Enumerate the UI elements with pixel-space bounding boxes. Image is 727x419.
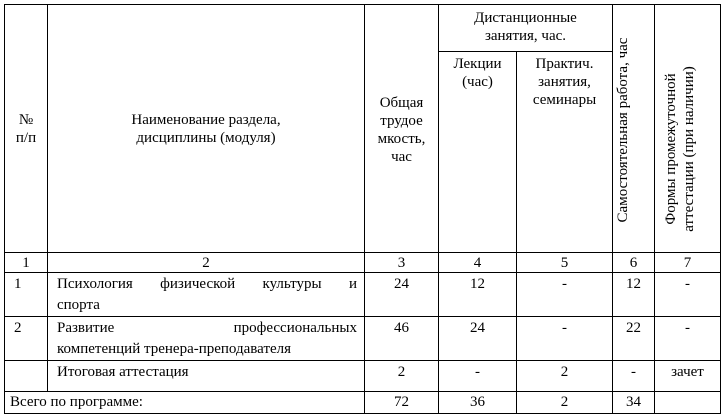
vline-5 bbox=[612, 4, 613, 413]
header-total-l1: Общая bbox=[379, 95, 424, 111]
header-form-l1: Формы промежуточной bbox=[663, 73, 679, 225]
row2-self: 22 bbox=[626, 320, 641, 336]
total-practice: 2 bbox=[560, 394, 569, 410]
row3-name: Итоговая аттестация bbox=[57, 364, 189, 380]
total-lectures: 36 bbox=[470, 394, 485, 410]
row2-num: 2 bbox=[14, 320, 22, 336]
header-total-l4: час bbox=[391, 149, 412, 165]
row1-num: 1 bbox=[14, 276, 22, 292]
row2-name-l2: компетенций тренера-преподавателя bbox=[57, 341, 292, 357]
header-total bbox=[365, 70, 438, 190]
colnum-6: 6 bbox=[629, 254, 638, 271]
row1-practice: - bbox=[562, 276, 567, 292]
row1-total: 24 bbox=[394, 276, 409, 292]
header-total-l3: мкость, bbox=[377, 131, 426, 147]
header-form-l2: аттестации (при наличии) bbox=[681, 66, 697, 232]
header-form bbox=[662, 39, 702, 259]
row1-self: 12 bbox=[626, 276, 641, 292]
row2-name-l1: Развитие профессиональных bbox=[57, 320, 357, 336]
row1-name-l2: спорта bbox=[57, 297, 100, 313]
colnum-2: 2 bbox=[202, 254, 210, 271]
colnum-1: 1 bbox=[22, 254, 30, 271]
header-lectures-l2: (час) bbox=[462, 74, 493, 90]
total-label: Всего по программе: bbox=[10, 394, 143, 410]
header-total-l2: трудое bbox=[380, 113, 423, 129]
row1-lectures: 12 bbox=[470, 276, 485, 292]
row2-total: 46 bbox=[394, 320, 409, 336]
colnum-4: 4 bbox=[473, 254, 482, 271]
vline-2 bbox=[364, 4, 365, 413]
header-self: Самостоятельная работа, час bbox=[615, 37, 631, 223]
row2-form: - bbox=[685, 320, 690, 336]
total-form bbox=[655, 393, 720, 411]
header-practice-l1: Практич. bbox=[535, 56, 594, 72]
row1-form: - bbox=[685, 276, 690, 292]
header-group bbox=[439, 9, 612, 49]
colnum-3: 3 bbox=[397, 254, 406, 271]
header-lectures-l1: Лекции bbox=[453, 56, 502, 72]
header-name-l2: дисциплины (модуля) bbox=[136, 129, 276, 146]
header-num bbox=[5, 5, 47, 252]
header-practice-l3: семинары bbox=[532, 92, 597, 108]
header-group-l2: занятия, час. bbox=[484, 28, 567, 44]
hline-group bbox=[438, 51, 612, 52]
header-practice-l2: занятия, bbox=[538, 74, 591, 90]
header-num-l1: № bbox=[18, 111, 34, 128]
table-border-bottom bbox=[4, 413, 721, 414]
total-self: 34 bbox=[626, 394, 641, 410]
colnum-5: 5 bbox=[560, 254, 569, 271]
header-practice bbox=[517, 55, 612, 115]
hline-row1 bbox=[4, 316, 721, 317]
header-name-l1: Наименование раздела, bbox=[131, 111, 281, 128]
row3-total: 2 bbox=[397, 364, 406, 380]
total-total: 72 bbox=[394, 394, 409, 410]
hline-row2 bbox=[4, 360, 721, 361]
row2-lectures: 24 bbox=[470, 320, 485, 336]
vline-6 bbox=[654, 4, 655, 413]
hline-numbers bbox=[4, 272, 721, 273]
row3-practice: 2 bbox=[560, 364, 569, 380]
row2-practice: - bbox=[562, 320, 567, 336]
hline-row3 bbox=[4, 391, 721, 392]
header-num-l2: п/п bbox=[15, 129, 37, 146]
row3-self: - bbox=[631, 364, 636, 380]
header-lectures bbox=[439, 55, 516, 95]
row3-lectures: - bbox=[475, 364, 480, 380]
colnum-7: 7 bbox=[683, 254, 692, 271]
row1-name-l1: Психология физической культуры и bbox=[57, 276, 357, 292]
header-group-l1: Дистанционные bbox=[474, 10, 577, 26]
row3-form: зачет bbox=[671, 364, 704, 380]
header-name bbox=[48, 5, 364, 252]
table-border-right bbox=[720, 4, 721, 414]
